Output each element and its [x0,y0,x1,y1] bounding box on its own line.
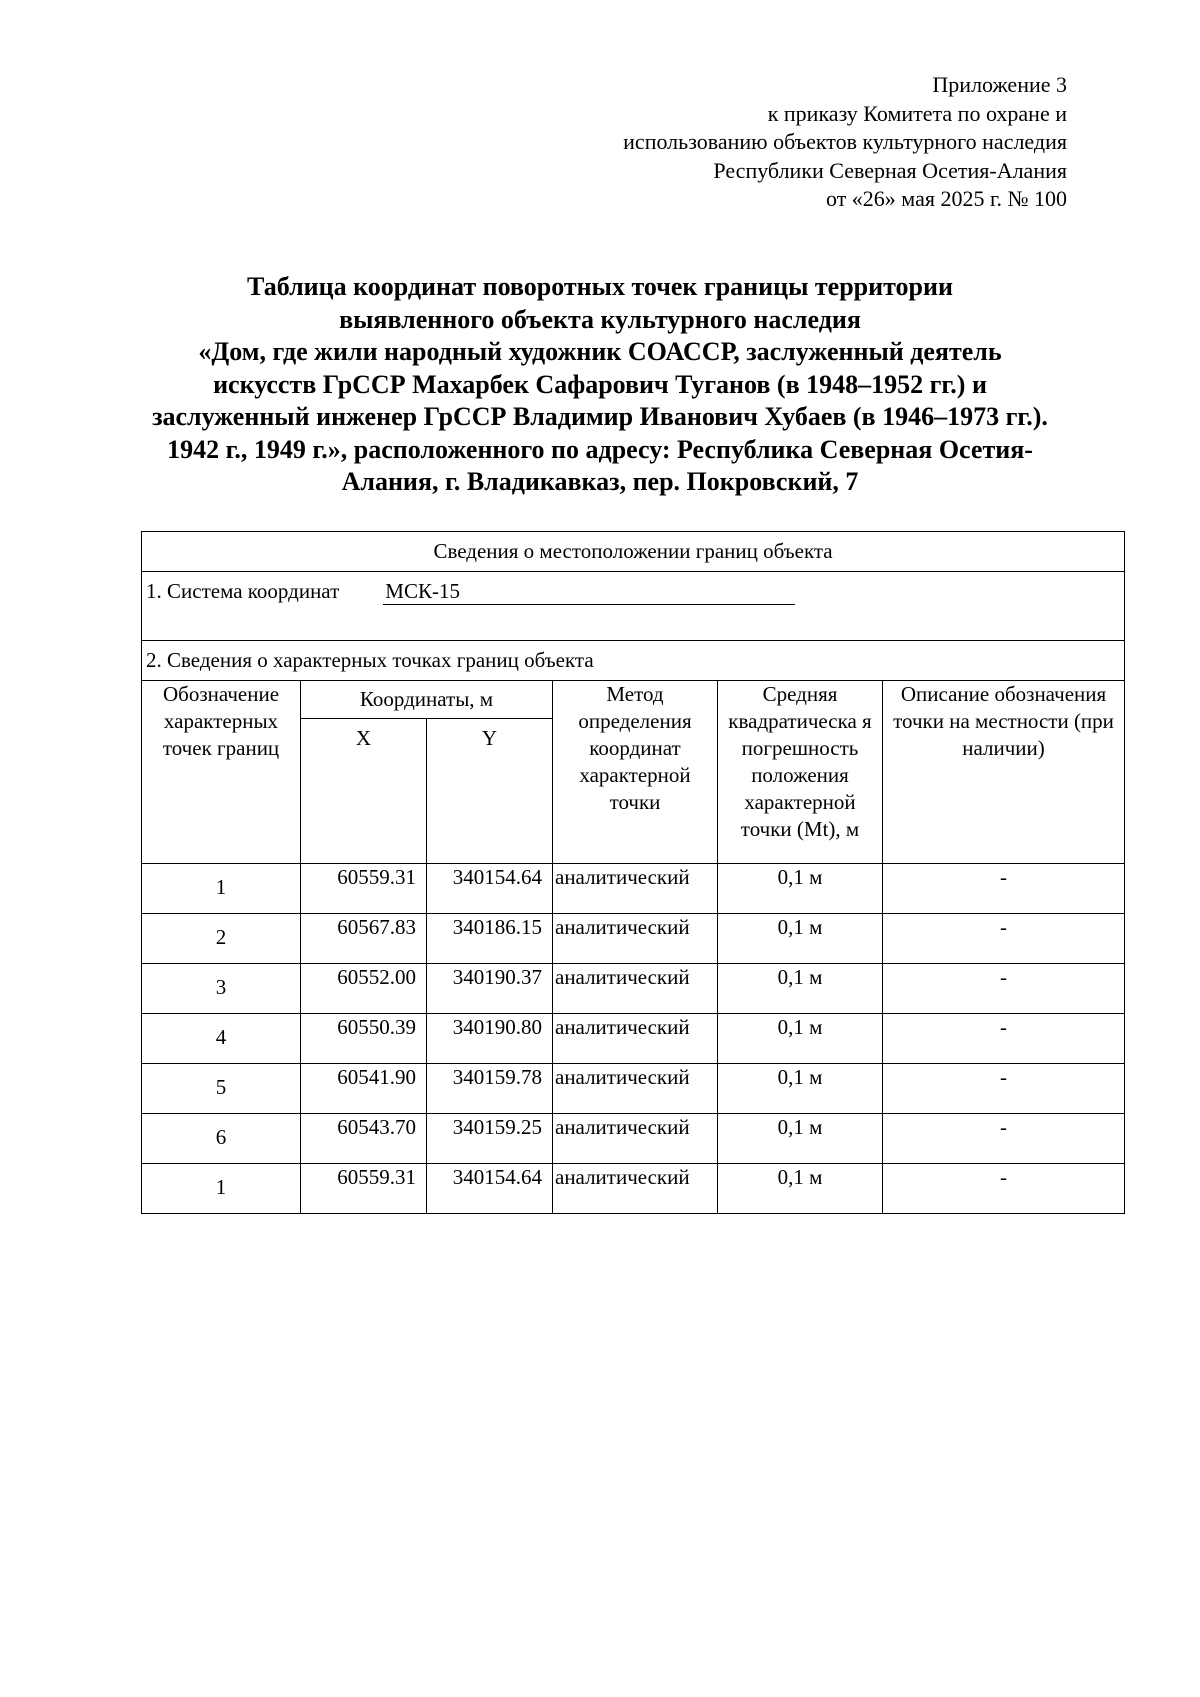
cell-method: аналитический [553,964,718,1014]
cell-point: 5 [142,1064,301,1114]
title-line: заслуженный инженер ГрССР Владимир Иванович Хубаев (в 1946–1973 гг.). [152,402,1048,431]
table-row [142,914,1125,964]
cell-description: - [883,1164,1125,1214]
title-line: Таблица координат поворотных точек границы территории [247,272,953,301]
cell-method: аналитический [553,1014,718,1064]
col-header-designation: Обозначение характерных точек границ [142,681,301,864]
cell-method: аналитический [553,1164,718,1214]
cell-description: - [883,1114,1125,1164]
cell-method: аналитический [553,864,718,914]
col-header-method: Метод определения координат характерной точки [553,681,718,864]
cell-y: 340186.15 [427,914,553,964]
cell-method: аналитический [553,914,718,964]
cell-description: - [883,864,1125,914]
col-header-x: X [301,719,427,864]
title-line: «Дом, где жили народный художник СОАССР, заслуженный деятель [198,337,1002,366]
cell-y: 340159.25 [427,1114,553,1164]
cell-x: 60559.31 [301,864,427,914]
title-line: Алания, г. Владикавказ, пер. Покровский, 7 [341,467,859,496]
appendix-block [623,71,1067,214]
appendix-line: Республики Северная Осетия-Алания [713,157,1067,183]
cell-description: - [883,914,1125,964]
cell-point: 2 [142,914,301,964]
cell-point: 4 [142,1014,301,1064]
cell-method: аналитический [553,1114,718,1164]
title-line: искусств ГрССР Махарбек Сафарович Туганов (в 1948–1952 гг.) и [213,369,987,399]
table-row [142,1164,1125,1214]
col-header-coords: Координаты, м [301,681,553,719]
table-row [142,1014,1125,1064]
col-header-error: Средняя квадратическа я погрешность положения характерной точки (Mt), м [718,681,883,864]
appendix-line: Приложение 3 [932,72,1067,97]
cell-method: аналитический [553,1064,718,1114]
section2-title: 2. Сведения о характерных точках границ объекта [142,641,1125,681]
table-row [142,1114,1125,1164]
cell-x: 60567.83 [301,914,427,964]
cell-error: 0,1 м [718,914,883,964]
cell-y: 340159.78 [427,1064,553,1114]
cell-error: 0,1 м [718,1114,883,1164]
cell-error: 0,1 м [718,1014,883,1064]
appendix-line: к приказу Комитета по охране и [767,100,1067,126]
col-header-description: Описание обозначения точки на местности (при наличии) [883,681,1125,864]
cell-error: 0,1 м [718,864,883,914]
appendix-line: использованию объектов культурного наследия [623,129,1067,154]
cell-description: - [883,1014,1125,1064]
coord-system-row [142,572,1125,641]
cell-error: 0,1 м [718,964,883,1014]
cell-point: 3 [142,964,301,1014]
cell-point: 1 [142,864,301,914]
table-row [142,864,1125,914]
cell-point: 1 [142,1164,301,1214]
table-row [142,964,1125,1014]
cell-error: 0,1 м [718,1164,883,1214]
document-title [120,271,1080,499]
table-row [142,1064,1125,1114]
cell-y: 340190.37 [427,964,553,1014]
cell-y: 340190.80 [427,1014,553,1064]
title-line: 1942 г., 1949 г.», расположенного по адресу: Республика Северная Осетия- [167,434,1033,464]
cell-error: 0,1 м [718,1064,883,1114]
cell-x: 60559.31 [301,1164,427,1214]
cell-y: 340154.64 [427,1164,553,1214]
cell-description: - [883,1064,1125,1114]
cell-x: 60550.39 [301,1014,427,1064]
coordinates-table [141,531,1125,1214]
cell-y: 340154.64 [427,864,553,914]
col-header-y: Y [427,719,553,864]
cell-x: 60552.00 [301,964,427,1014]
cell-x: 60541.90 [301,1064,427,1114]
appendix-line: от «26» мая 2025 г. № 100 [825,186,1067,211]
coord-system-label: 1. Система координат [146,579,340,603]
cell-description: - [883,964,1125,1014]
table-header: Сведения о местоположении границ объекта [142,532,1125,572]
cell-x: 60543.70 [301,1114,427,1164]
title-line: выявленного объекта культурного наследия [339,304,861,334]
coord-system-value: МСК-15 [383,579,795,605]
cell-point: 6 [142,1114,301,1164]
